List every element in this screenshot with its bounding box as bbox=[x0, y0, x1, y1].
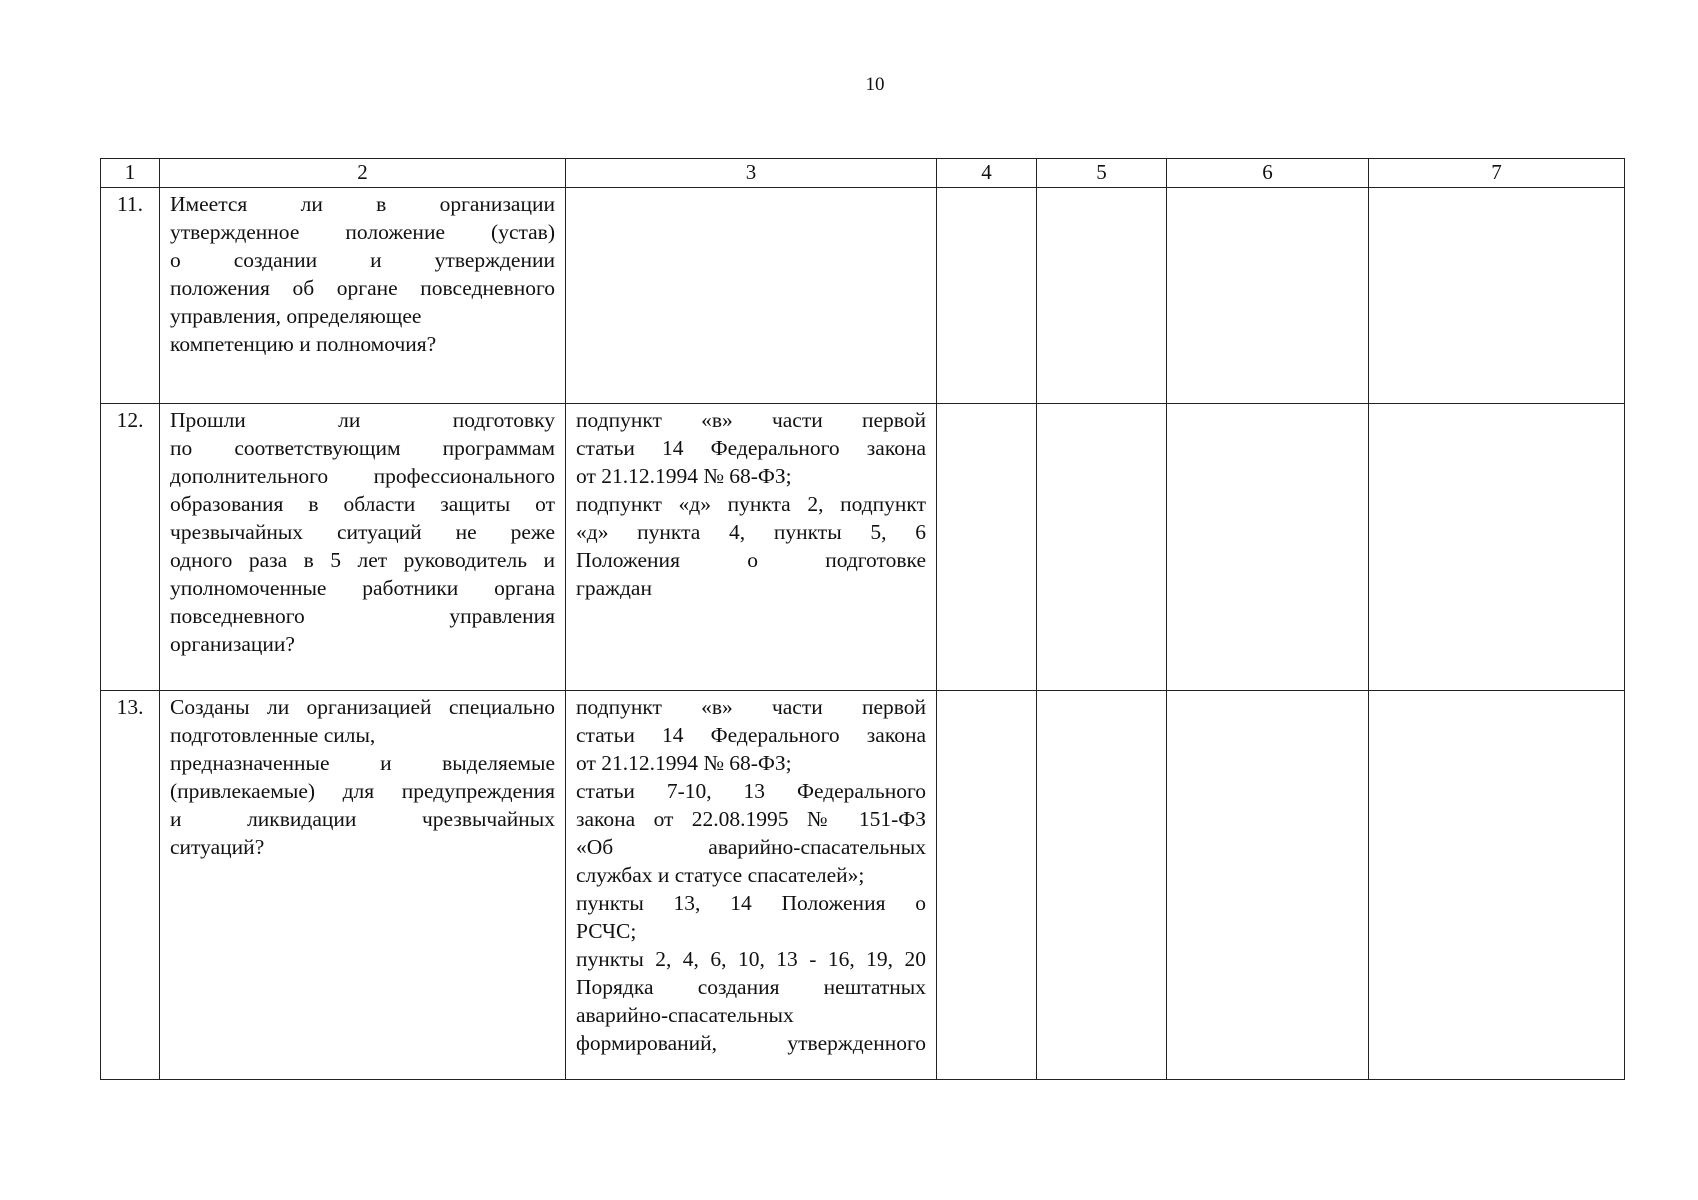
question-line: компетенцию и полномочия? bbox=[170, 332, 437, 356]
question-line: организации? bbox=[170, 632, 295, 656]
question-line: одного раза в 5 лет руководитель и bbox=[170, 548, 555, 572]
empty-cell bbox=[1167, 188, 1369, 404]
empty-cell bbox=[1037, 691, 1167, 1080]
reference-line: статьи 7-10, 13 Федерального bbox=[576, 779, 926, 803]
empty-cell bbox=[937, 691, 1037, 1080]
question-line: образования в области защиты от bbox=[170, 492, 555, 516]
reference-line: подпункт «в» части первой bbox=[576, 408, 926, 432]
question-text bbox=[170, 406, 555, 658]
question-line: подготовленные силы, bbox=[170, 723, 376, 747]
question-text bbox=[170, 190, 555, 358]
row-number: 12. bbox=[101, 404, 160, 691]
reference-line: от 21.12.1994 № 68-ФЗ; bbox=[576, 464, 792, 488]
reference-line: статьи 14 Федерального закона bbox=[576, 436, 926, 460]
reference-text bbox=[576, 406, 926, 602]
reference-line: подпункт «д» пункта 2, подпункт bbox=[576, 492, 926, 516]
reference-line: РСЧС; bbox=[576, 919, 637, 943]
column-header: 4 bbox=[937, 159, 1037, 188]
question-line: утвержденное положение (устав) bbox=[170, 220, 555, 244]
reference-line: от 21.12.1994 № 68-ФЗ; bbox=[576, 751, 792, 775]
table-row bbox=[101, 404, 1625, 691]
question-cell bbox=[160, 691, 566, 1080]
question-line: Созданы ли организацией специально bbox=[170, 695, 555, 719]
empty-cell bbox=[1037, 188, 1167, 404]
question-line: повседневного управления bbox=[170, 604, 555, 628]
empty-cell bbox=[1037, 404, 1167, 691]
page-number: 10 bbox=[865, 74, 885, 95]
reference-line: граждан bbox=[576, 576, 652, 600]
reference-line: службах и статусе спасателей»; bbox=[576, 863, 865, 887]
column-header: 1 bbox=[101, 159, 160, 188]
column-header: 5 bbox=[1037, 159, 1167, 188]
question-cell bbox=[160, 404, 566, 691]
reference-line: пункты 2, 4, 6, 10, 13 - 16, 19, 20 bbox=[576, 947, 926, 971]
reference-line: Порядка создания нештатных bbox=[576, 975, 926, 999]
table-row bbox=[101, 691, 1625, 1080]
reference-line: формирований, утвержденного bbox=[576, 1031, 926, 1055]
question-line: и ликвидации чрезвычайных bbox=[170, 807, 555, 831]
question-line: ситуаций? bbox=[170, 835, 265, 859]
reference-line: «Об аварийно-спасательных bbox=[576, 835, 926, 859]
column-header: 7 bbox=[1369, 159, 1625, 188]
reference-line: аварийно-спасательных bbox=[576, 1003, 794, 1027]
reference-line: закона от 22.08.1995 № 151-ФЗ bbox=[576, 807, 926, 831]
reference-cell bbox=[566, 404, 937, 691]
column-header: 6 bbox=[1167, 159, 1369, 188]
question-cell bbox=[160, 188, 566, 404]
question-line: Прошли ли подготовку bbox=[170, 408, 555, 432]
question-text bbox=[170, 693, 555, 861]
table-header-row bbox=[101, 159, 1625, 188]
empty-cell bbox=[937, 188, 1037, 404]
question-line: чрезвычайных ситуаций не реже bbox=[170, 520, 555, 544]
row-number: 13. bbox=[101, 691, 160, 1080]
question-line: управления, определяющее bbox=[170, 304, 422, 328]
reference-cell bbox=[566, 188, 937, 404]
reference-line: пункты 13, 14 Положения о bbox=[576, 891, 926, 915]
empty-cell bbox=[1167, 691, 1369, 1080]
reference-line: Положения о подготовке bbox=[576, 548, 926, 572]
question-line: предназначенные и выделяемые bbox=[170, 751, 555, 775]
empty-cell bbox=[1369, 404, 1625, 691]
empty-cell bbox=[1369, 188, 1625, 404]
question-line: (привлекаемые) для предупреждения bbox=[170, 779, 555, 803]
empty-cell bbox=[1167, 404, 1369, 691]
question-line: уполномоченные работники органа bbox=[170, 576, 555, 600]
question-line: о создании и утверждении bbox=[170, 248, 555, 272]
empty-cell bbox=[937, 404, 1037, 691]
reference-text bbox=[576, 693, 926, 1057]
row-number: 11. bbox=[101, 188, 160, 404]
column-header: 3 bbox=[566, 159, 937, 188]
question-line: по соответствующим программам bbox=[170, 436, 555, 460]
question-line: положения об органе повседневного bbox=[170, 276, 555, 300]
question-line: Имеется ли в организации bbox=[170, 192, 555, 216]
reference-line: «д» пункта 4, пункты 5, 6 bbox=[576, 520, 926, 544]
checklist-table bbox=[100, 158, 1625, 1080]
question-line: дополнительного профессионального bbox=[170, 464, 555, 488]
column-header: 2 bbox=[160, 159, 566, 188]
reference-cell bbox=[566, 691, 937, 1080]
reference-line: подпункт «в» части первой bbox=[576, 695, 926, 719]
reference-line: статьи 14 Федерального закона bbox=[576, 723, 926, 747]
table-row bbox=[101, 188, 1625, 404]
empty-cell bbox=[1369, 691, 1625, 1080]
